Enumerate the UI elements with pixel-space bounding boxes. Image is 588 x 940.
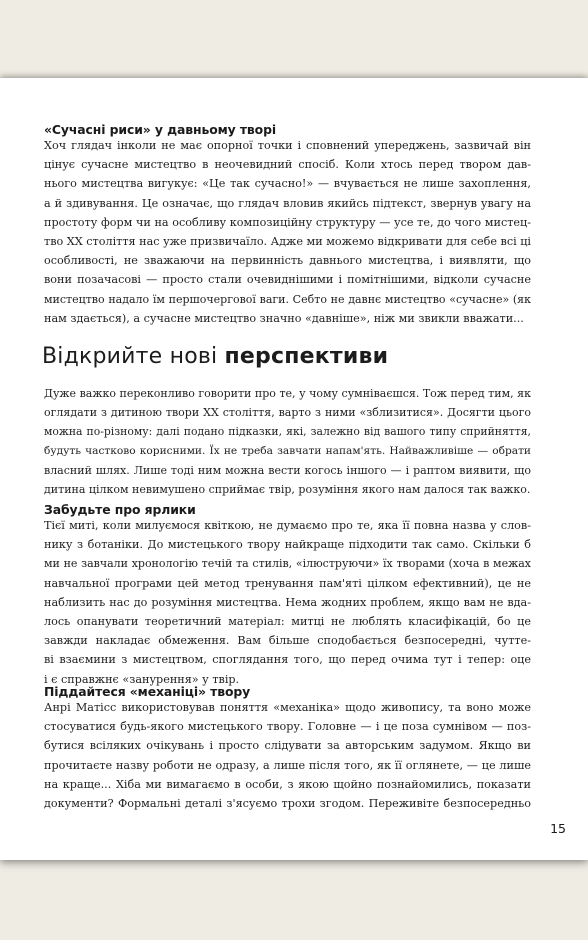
paragraph-modern-features <box>44 136 531 328</box>
section-heading-modern-features: «Сучасні риси» у давньому творі <box>44 122 276 137</box>
text-line: особливості, не зважаючи на первинність давнього мистецтва, і виявляти, що <box>44 254 531 268</box>
text-line: навчальної програми цей метод тренування пам'яті цілком ефективний), це не <box>44 576 531 590</box>
text-line: Анрі Матісс використовував поняття «механіка» щодо живопису, та воно може <box>44 701 531 714</box>
text-line: документи? Формальні деталі з'ясуємо трохи згодом. Переживіте безпосередньо <box>44 797 531 811</box>
text-line: а й здивування. Це означає, що глядач вловив якийсь підтекст, звернув увагу на <box>44 196 531 210</box>
text-line: тво XX століття нас уже призвичаїло. Адже ми можемо відкривати для себе всі ці <box>44 235 531 249</box>
text-line: цінує сучасне мистецтво в неочевидний спосіб. Коли хтось перед твором дав- <box>44 158 531 172</box>
main-heading-normal: Відкрийте нові <box>42 344 225 369</box>
text-line: лось опанувати теоретичний матеріал: митці не люблять класифікацій, бо це <box>44 615 531 629</box>
text-line: вони позачасові — просто стали очевиднішими і помітнішими, відколи сучасне <box>44 273 531 287</box>
text-line: на краще... Хіба ми вимагаємо в особи, з якою щойно познайомились, показати <box>44 777 531 791</box>
text-line: Тієї миті, коли милуємося квіткою, не думаємо про те, яка її повна назва у слов- <box>44 519 531 532</box>
section-heading-mechanics: Піддайтеся «механіці» твору <box>44 684 251 699</box>
text-line: бутися всіляких очікувань і просто слідувати за авторським задумом. Якщо ви <box>44 739 531 753</box>
text-line: стосуватися будь-якого мистецького твору. Головне — і це поза сумнівом — поз- <box>44 720 531 734</box>
text-line: власний шлях. Лише тоді ним можна вести когось іншого — і раптом виявити, що <box>44 463 531 477</box>
text-line: мистецтво надало їм першочергової ваги. Себто не давнє мистецтво «сучасне» (як <box>44 292 531 306</box>
text-line: ми не завчали хронологію течій та стилів, «ілюструючи» їх творами (хоча в межах <box>44 557 531 571</box>
text-line: наблизить нас до розуміння мистецтва. Нема жодних проблем, якщо вам не вда- <box>44 595 531 609</box>
text-line: оглядати з дитиною твори XX століття, варто з ними «зблизитися». Досягти цього <box>44 406 531 420</box>
paragraph-mechanics <box>44 698 531 813</box>
text-line: нику з ботаніки. До мистецького твору найкраще підходити так само. Скільки б <box>44 538 531 552</box>
text-line: можна по-різному: далі подано підказки, які, залежно від вашого типу сприйняття, <box>44 425 531 439</box>
main-heading-bold: перспективи <box>224 344 389 369</box>
text-line: завжди накладає обмеження. Вам більше сподобається безпосередні, чутте- <box>44 634 531 648</box>
text-line: ві взаємини з мистецтвом, споглядання того, що перед очима тут і тепер: оце <box>44 653 531 667</box>
text-line: будуть частково корисними. Їх не треба завчати напам'ять. Найважливіше — обрати <box>44 444 531 457</box>
text-line: Хоч глядач інколи не має опорної точки і сповнений упереджень, зазвичай він <box>44 139 531 152</box>
text-line: Дуже важко переконливо говорити про те, у чому сумніваєшся. Тож перед тим, як <box>44 387 531 400</box>
text-line: прочитаєте назву роботи не одразу, а лише після того, як її оглянете, — це лише <box>44 758 531 772</box>
paragraph-labels <box>44 516 531 689</box>
text-line: і є справжнє «занурення» у твір. <box>44 672 240 686</box>
text-line: нього мистецтва вигукує: «Це так сучасно!» — вчувається не лише захоплення, <box>44 177 531 191</box>
page-number: 15 <box>550 821 566 836</box>
text-line: нам здається), а сучасне мистецтво значно «давніше», ніж ми звикли вважати... <box>44 311 524 325</box>
section-heading-labels: Забудьте про ярлики <box>44 502 196 517</box>
main-heading <box>42 344 388 369</box>
book-page <box>0 78 588 860</box>
text-line: простоту форм чи на особливу композиційну структуру — усе те, до чого мистец- <box>44 215 531 229</box>
paragraph-intro <box>44 384 531 499</box>
text-line: дитина цілком невимушено сприймає твір, розуміння якого нам далося так важко. <box>44 483 531 497</box>
